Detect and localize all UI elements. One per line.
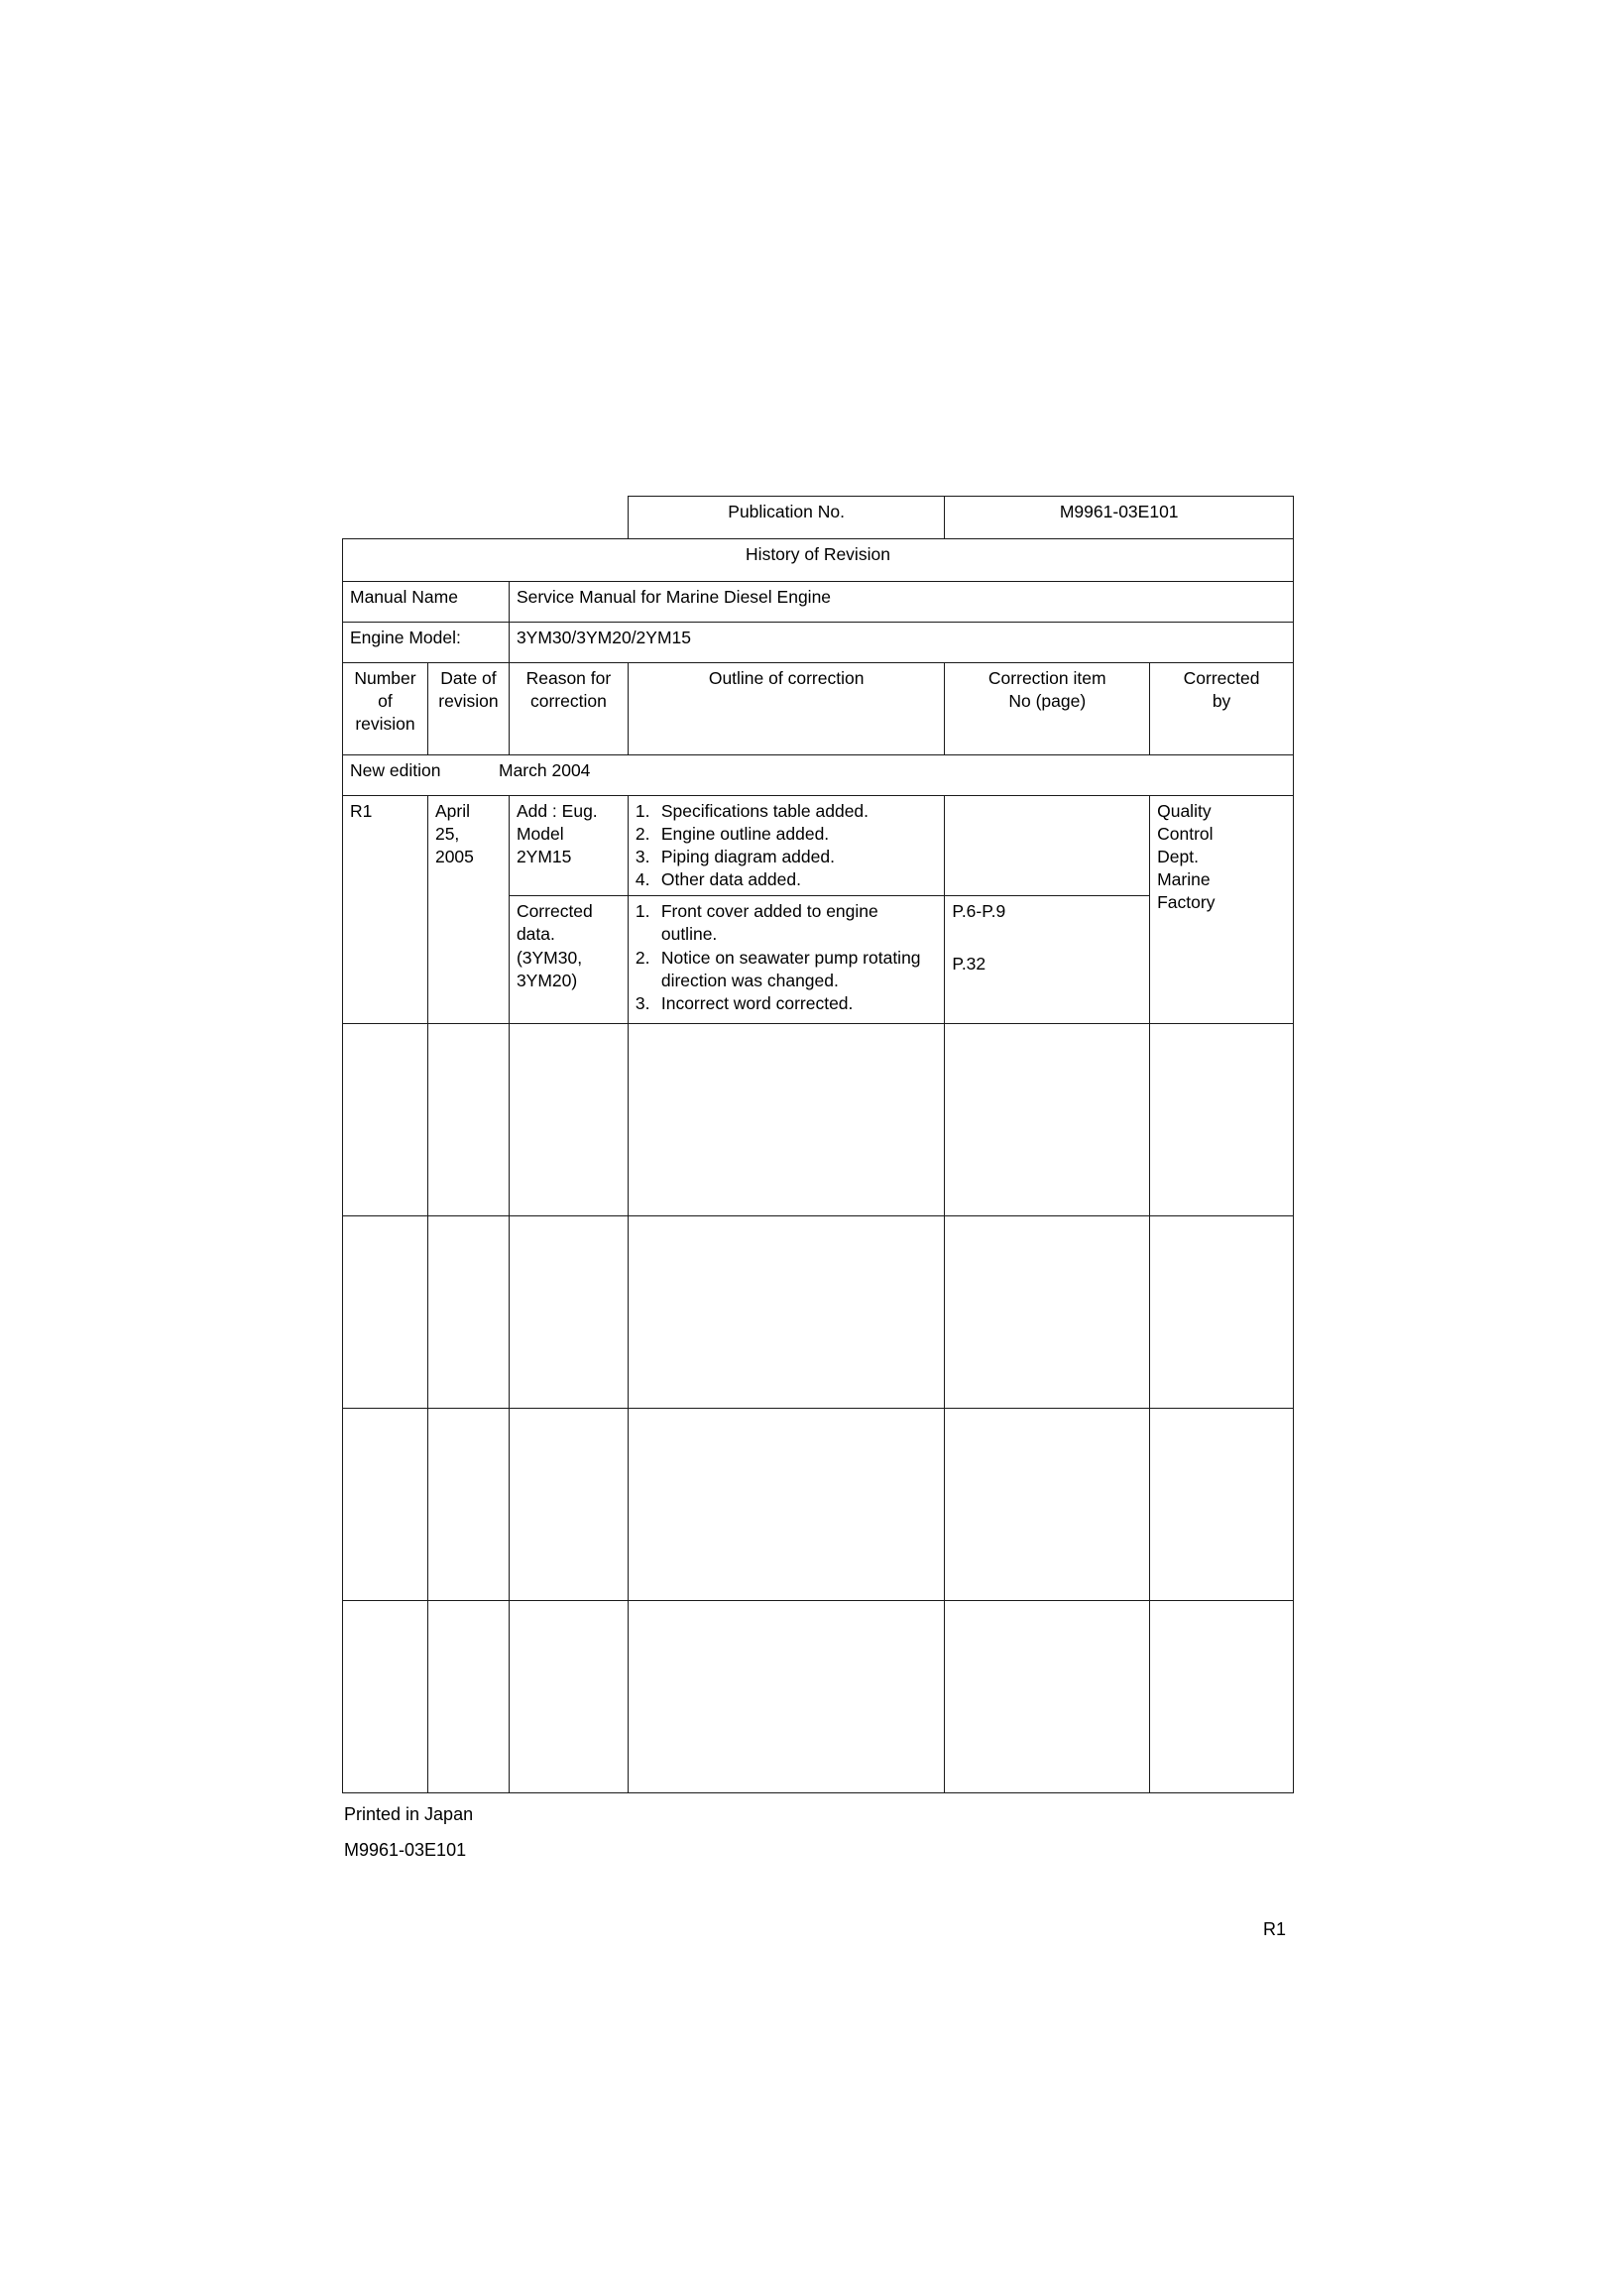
table-row	[343, 796, 1294, 896]
outline-item-text: Other data added.	[660, 869, 801, 890]
corrected-by-line4: Marine	[1157, 869, 1211, 890]
row-reason-r1-a	[509, 796, 628, 896]
empty-cell-corrected-by	[1150, 1024, 1294, 1216]
row-reason-b-line3: (3YM30,	[516, 947, 583, 968]
row-date-line3: 2005	[434, 847, 474, 867]
empty-cell-outline	[628, 1216, 945, 1409]
row-corrected-by-r1	[1150, 796, 1294, 1024]
header-outline-of-correction: Outline of correction	[628, 663, 945, 755]
outline-item	[636, 900, 938, 946]
empty-cell-date	[427, 1601, 509, 1793]
row-date-line2: 25,	[434, 824, 460, 845]
publication-row-spacer	[343, 497, 629, 539]
history-title-row	[343, 539, 1294, 582]
empty-cell-number	[343, 1024, 428, 1216]
printed-in-japan-text: Printed in Japan	[344, 1804, 474, 1824]
header-number-of-revision-line3: revision	[355, 714, 415, 735]
empty-cell-outline	[628, 1024, 945, 1216]
header-number-of-revision	[343, 663, 428, 755]
empty-cell-outline	[628, 1409, 945, 1601]
header-date-of-revision-line2: revision	[438, 691, 499, 712]
table-row-empty	[343, 1024, 1294, 1216]
outline-item	[636, 846, 938, 868]
manual-name-label: Manual Name	[343, 582, 510, 623]
table-row-empty	[343, 1601, 1294, 1793]
new-edition-cell	[343, 755, 1294, 796]
table-row-empty	[343, 1216, 1294, 1409]
row-number-r1: R1	[343, 796, 428, 1024]
empty-cell-correction-item	[945, 1024, 1150, 1216]
header-corrected-by	[1150, 663, 1294, 755]
row-reason-b-line4: 3YM20)	[516, 970, 578, 990]
page-mark: R1	[1263, 1919, 1287, 1939]
row-reason-b-line1: Corrected	[516, 901, 593, 922]
outline-item-number: 1.	[635, 901, 650, 922]
outline-item	[636, 947, 938, 992]
new-edition-label: New edition	[350, 760, 441, 780]
empty-cell-outline	[628, 1601, 945, 1793]
header-corrected-by-line1: Corrected	[1183, 668, 1260, 688]
empty-cell-corrected-by	[1150, 1601, 1294, 1793]
empty-cell-correction-item	[945, 1216, 1150, 1409]
engine-model-value: 3YM30/3YM20/2YM15	[509, 623, 1293, 663]
empty-cell-reason	[509, 1024, 628, 1216]
empty-cell-number	[343, 1409, 428, 1601]
document-code-text: M9961-03E101	[344, 1840, 467, 1860]
header-reason-line2: correction	[529, 691, 607, 712]
header-correction-item-line1: Correction item	[987, 668, 1106, 688]
row-reason-r1-b	[509, 896, 628, 1024]
correction-item-1: P.6-P.9	[952, 901, 1006, 922]
outline-item-number: 2.	[635, 824, 650, 845]
row-correction-item-r1-a	[945, 796, 1150, 896]
row-date-line1: April	[434, 801, 470, 821]
header-correction-item-no	[945, 663, 1150, 755]
header-correction-item-line2: No (page)	[1008, 691, 1087, 712]
outline-item-number: 3.	[635, 847, 650, 867]
outline-item-text: Engine outline added.	[660, 824, 830, 845]
empty-cell-date	[427, 1216, 509, 1409]
row-outline-r1-b	[628, 896, 945, 1024]
row-reason-line2: Model 2YM15	[516, 824, 572, 867]
publication-row	[343, 497, 1294, 539]
history-title: History of Revision	[343, 539, 1294, 582]
outline-item-number: 4.	[635, 869, 650, 890]
outline-item	[636, 868, 938, 891]
corrected-by-line2: Control	[1157, 824, 1214, 845]
outline-item-number: 1.	[635, 801, 650, 821]
empty-cell-reason	[509, 1409, 628, 1601]
corrected-by-line5: Factory	[1157, 892, 1216, 913]
empty-cell-number	[343, 1601, 428, 1793]
outline-item-text: Incorrect word corrected.	[660, 992, 854, 1013]
row-reason-line1: Add : Eug.	[516, 801, 598, 821]
outline-item	[636, 823, 938, 846]
empty-cell-date	[427, 1409, 509, 1601]
outline-item-number: 2.	[635, 947, 650, 968]
row-reason-b-line2: data.	[516, 924, 555, 945]
publication-number: M9961-03E101	[945, 497, 1294, 539]
manual-name-value: Service Manual for Marine Diesel Engine	[509, 582, 1293, 623]
empty-cell-reason	[509, 1601, 628, 1793]
header-reason-line1: Reason for	[525, 668, 612, 688]
header-number-of-revision-line1: Number	[354, 668, 416, 688]
empty-cell-date	[427, 1024, 509, 1216]
table-row-empty	[343, 1409, 1294, 1601]
new-edition-date: March 2004	[499, 760, 591, 780]
corrected-by-line3: Dept.	[1157, 847, 1199, 867]
correction-item-2: P.32	[952, 954, 986, 975]
outline-item-text: Notice on seawater pump rotating direction was changed.	[660, 947, 921, 990]
column-header-row	[343, 663, 1294, 755]
outline-item-text: Front cover added to engine outline.	[660, 901, 878, 945]
corrected-by-line1: Quality	[1157, 801, 1212, 821]
header-corrected-by-line2: by	[1212, 691, 1231, 712]
publication-label: Publication No.	[628, 497, 945, 539]
engine-model-label: Engine Model:	[343, 623, 510, 663]
outline-item-text: Piping diagram added.	[660, 847, 835, 867]
outline-item-text: Specifications table added.	[660, 801, 869, 821]
history-of-revision-table	[342, 496, 1294, 1793]
outline-item-number: 3.	[635, 992, 650, 1013]
row-date-r1	[427, 796, 509, 1024]
new-edition-row	[343, 755, 1294, 796]
engine-model-row	[343, 623, 1294, 663]
empty-cell-corrected-by	[1150, 1409, 1294, 1601]
empty-cell-corrected-by	[1150, 1216, 1294, 1409]
row-outline-r1-a	[628, 796, 945, 896]
header-number-of-revision-line2: of	[378, 691, 393, 712]
outline-item	[636, 992, 938, 1015]
outline-item	[636, 800, 938, 823]
manual-name-row	[343, 582, 1294, 623]
empty-cell-correction-item	[945, 1409, 1150, 1601]
header-reason-for-correction	[509, 663, 628, 755]
empty-cell-number	[343, 1216, 428, 1409]
header-date-of-revision-line1: Date of	[440, 668, 497, 688]
empty-cell-correction-item	[945, 1601, 1150, 1793]
empty-cell-reason	[509, 1216, 628, 1409]
row-correction-item-r1-b	[945, 896, 1150, 1024]
header-date-of-revision	[427, 663, 509, 755]
